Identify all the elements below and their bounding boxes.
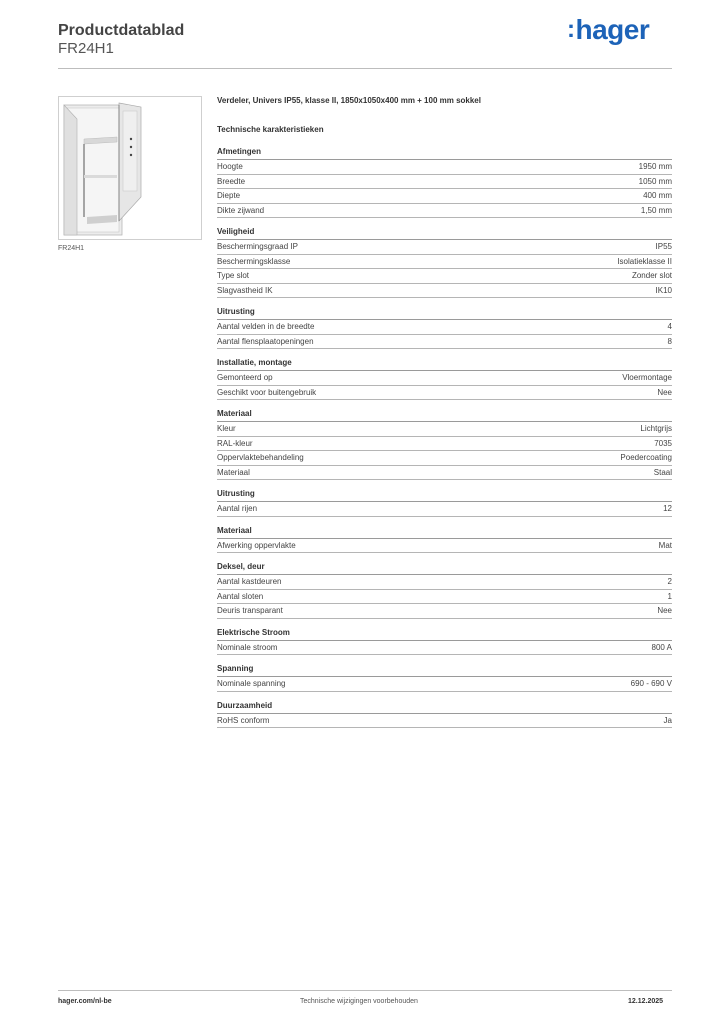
- spec-value: 7035: [654, 438, 672, 448]
- spec-row: [217, 466, 672, 481]
- hager-dots-logo-icon: :: [567, 16, 575, 43]
- section-title: Afmetingen: [217, 147, 672, 160]
- section-title: Uitrusting: [217, 489, 672, 502]
- cabinet-illustration: [59, 97, 201, 239]
- spec-value: Lichtgrijs: [640, 424, 672, 433]
- spec-row: [217, 189, 672, 204]
- section-title: Elektrische Stroom: [217, 628, 672, 641]
- spec-label: Breedte: [217, 176, 246, 186]
- spec-label: Hoogte: [217, 162, 243, 171]
- spec-label: Beschermingsklasse: [217, 256, 291, 266]
- spec-row: [217, 320, 672, 335]
- spec-label: Nominale spanning: [217, 679, 286, 688]
- spec-row: [217, 240, 672, 255]
- spec-value: 800 A: [651, 642, 672, 652]
- spec-section: [217, 409, 672, 480]
- logo-text: hager: [575, 14, 650, 45]
- spec-value: Mat: [658, 540, 672, 550]
- spec-row: [217, 451, 672, 466]
- spec-section: [217, 489, 672, 517]
- image-caption: FR24H1: [58, 245, 85, 252]
- spec-value: Zonder slot: [631, 271, 672, 280]
- spec-section: [217, 147, 672, 218]
- spec-row: [217, 590, 672, 605]
- spec-row: [217, 422, 672, 437]
- spec-label: Aantal velden in de breedte: [217, 322, 315, 331]
- page-title: Productdatablad: [58, 22, 185, 39]
- spec-row: [217, 539, 672, 554]
- product-image: [58, 96, 202, 240]
- spec-label: Oppervlaktebehandeling: [217, 453, 304, 462]
- spec-label: Slagvastheid IK: [217, 285, 273, 295]
- spec-value: 4: [667, 322, 672, 331]
- spec-row: [217, 641, 672, 656]
- section-title: Uitrusting: [217, 307, 672, 320]
- spec-label: Aantal kastdeuren: [217, 577, 282, 586]
- spec-value: Vloermontage: [622, 373, 672, 382]
- section-title: Materiaal: [217, 526, 672, 539]
- footer-disclaimer: Technische wijzigingen voorbehouden: [300, 998, 418, 1005]
- spec-value: 8: [667, 336, 672, 346]
- spec-section: [217, 628, 672, 656]
- spec-label: Afwerking oppervlakte: [217, 540, 296, 550]
- spec-section: [217, 701, 672, 729]
- spec-content: [217, 94, 672, 728]
- spec-label: Deuris transparant: [217, 606, 283, 615]
- spec-section: [217, 562, 672, 619]
- spec-label: Dikte zijwand: [217, 205, 265, 215]
- section-title: Duurzaamheid: [217, 701, 672, 714]
- spec-value: Ja: [663, 715, 672, 725]
- spec-section: [217, 227, 672, 298]
- spec-value: IK10: [655, 285, 672, 295]
- spec-row: [217, 335, 672, 350]
- spec-row: [217, 386, 672, 401]
- product-description: Verdeler, Univers IP55, klasse II, 1850x1050x400 mm + 100 mm sokkel: [217, 96, 481, 105]
- spec-label: Aantal rijen: [217, 504, 258, 513]
- spec-value: 1: [667, 591, 672, 601]
- footer-date: 12.12.2025: [628, 998, 664, 1005]
- spec-row: [217, 255, 672, 270]
- page-subtitle: FR24H1: [58, 40, 114, 57]
- header-divider: [58, 68, 672, 69]
- spec-row: [217, 714, 672, 729]
- spec-label: Beschermingsgraad IP: [217, 242, 298, 251]
- spec-label: RAL-kleur: [217, 438, 253, 448]
- spec-value: 1050 mm: [638, 176, 672, 186]
- spec-value: 2: [667, 577, 672, 586]
- spec-row: [217, 575, 672, 590]
- spec-value: 1,50 mm: [640, 205, 672, 215]
- spec-label: Type slot: [217, 271, 250, 280]
- spec-value: 400 mm: [643, 191, 672, 200]
- spec-row: [217, 371, 672, 386]
- spec-section: [217, 307, 672, 349]
- spec-value: 12: [663, 504, 672, 513]
- spec-value: 1950 mm: [638, 162, 672, 171]
- spec-section: [217, 526, 672, 554]
- spec-sections: [217, 147, 672, 728]
- spec-value: Isolatieklasse II: [617, 256, 672, 266]
- spec-value: Nee: [657, 606, 672, 615]
- section-title: Installatie, montage: [217, 358, 672, 371]
- spec-row: [217, 437, 672, 452]
- spec-label: Kleur: [217, 424, 236, 433]
- spec-value: Poedercoating: [620, 453, 672, 462]
- spec-row: [217, 604, 672, 619]
- spec-row: [217, 284, 672, 299]
- spec-row: [217, 269, 672, 284]
- spec-label: RoHS conform: [217, 715, 270, 725]
- spec-label: Aantal sloten: [217, 591, 264, 601]
- spec-row: [217, 160, 672, 175]
- tech-characteristics-title: Technische karakteristieken: [217, 125, 324, 134]
- spec-row: [217, 204, 672, 219]
- footer-website-link[interactable]: hager.com/nl-be: [58, 998, 112, 1005]
- spec-label: Gemonteerd op: [217, 373, 273, 382]
- spec-section: [217, 664, 672, 692]
- footer-divider: [58, 990, 672, 991]
- hager-logo[interactable]: [567, 14, 649, 46]
- section-title: Veiligheid: [217, 227, 672, 240]
- spec-row: [217, 677, 672, 692]
- spec-label: Geschikt voor buitengebruik: [217, 387, 317, 397]
- spec-section: [217, 358, 672, 400]
- spec-row: [217, 502, 672, 517]
- spec-value: 690 - 690 V: [630, 679, 672, 688]
- spec-label: Diepte: [217, 191, 241, 200]
- spec-value: IP55: [655, 242, 672, 251]
- section-title: Spanning: [217, 664, 672, 677]
- spec-label: Materiaal: [217, 467, 250, 477]
- spec-value: Staal: [653, 467, 672, 477]
- spec-label: Aantal flensplaatopeningen: [217, 336, 314, 346]
- section-title: Materiaal: [217, 409, 672, 422]
- section-title: Deksel, deur: [217, 562, 672, 575]
- spec-value: Nee: [657, 387, 672, 397]
- spec-label: Nominale stroom: [217, 642, 278, 652]
- spec-row: [217, 175, 672, 190]
